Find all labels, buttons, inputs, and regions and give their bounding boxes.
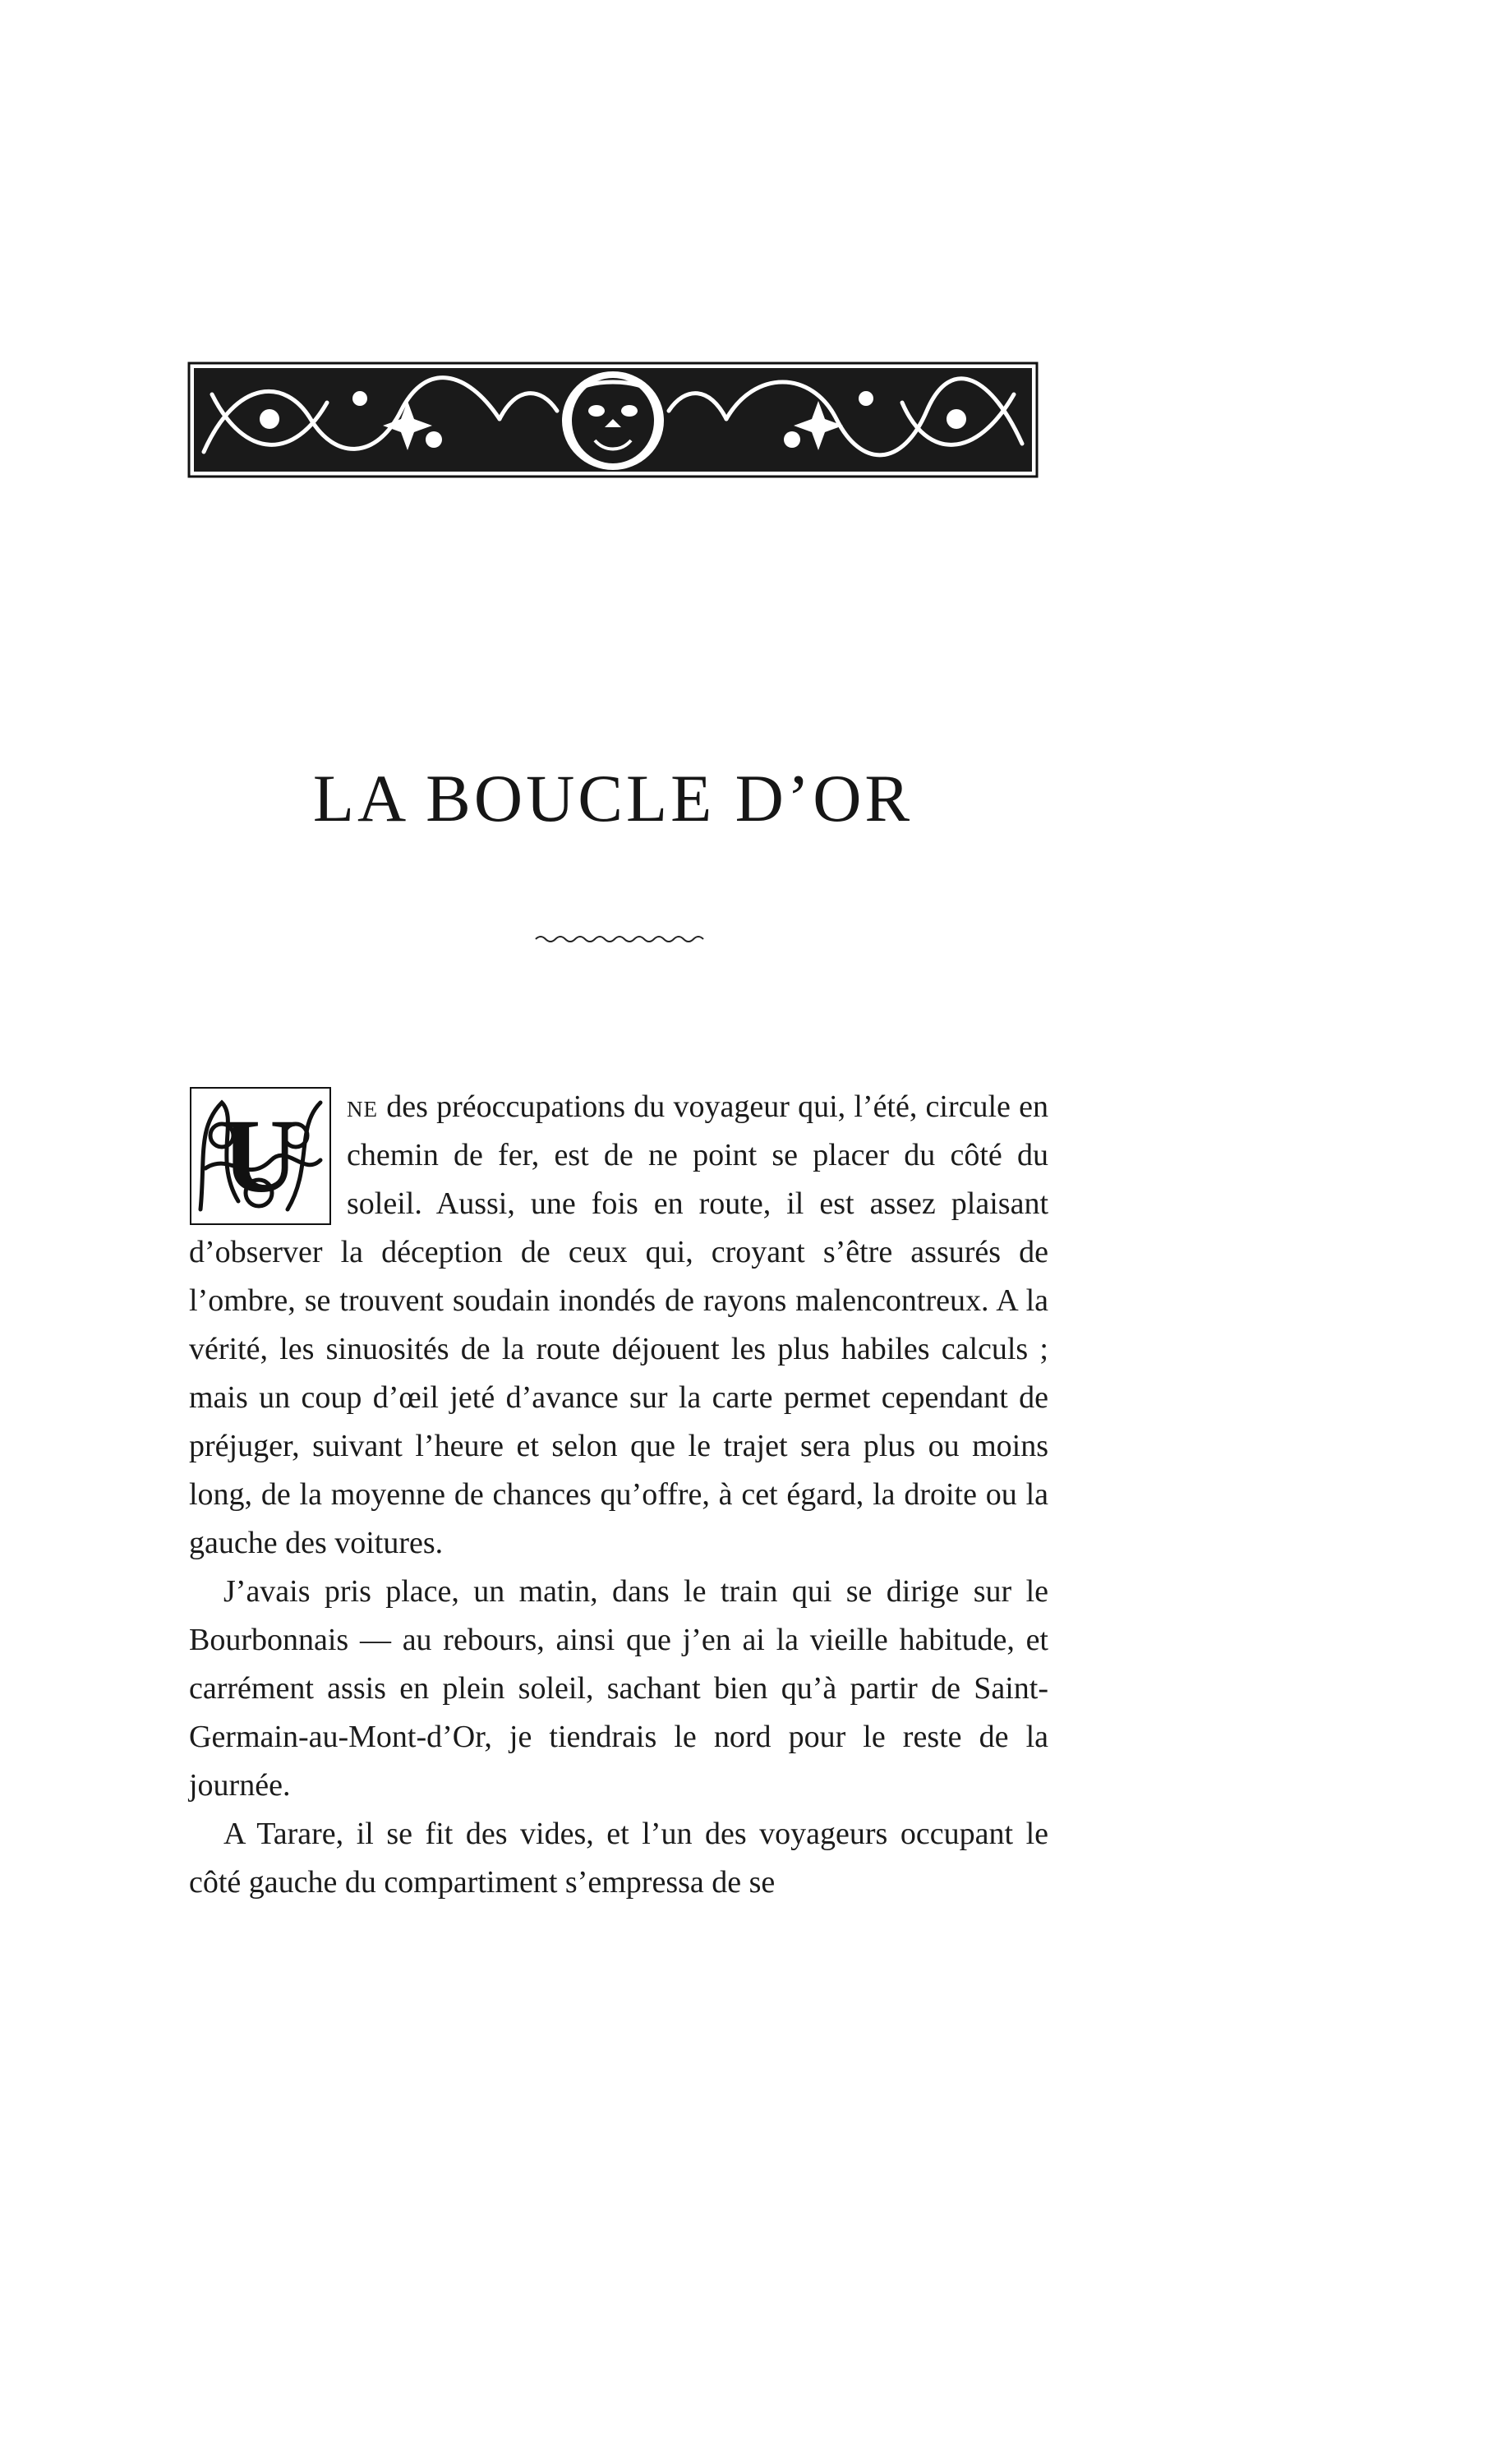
ornamental-headpiece [187,362,1039,478]
body-text [189,1083,1048,1907]
paragraph-1-text: des préoccupations du voyageur qui, l’été, circule en chemin de fer, est de ne point se placer du côté du soleil. Aussi, une fois en route, il est assez plaisant d’observer la déception de ceux qui, croyant s’être assurés de l’ombre, se trouvent soudain inondés de rayons malencontreux. A la vérité, les sinuosités de la route déjouent les plus habiles calculs ; mais un coup d’œil jeté d’avance sur la carte permet cependant de préjuger, suivant l’heure et selon que le trajet sera plus ou moins long, de la moyenne de chances qu’offre, à cet égard, la droite ou la gauche des voitures. [189,1089,1048,1560]
paragraph-1 [189,1083,1048,1568]
wavy-rule-icon [534,933,707,946]
paragraph-2: J’avais pris place, un matin, dans le train qui se dirige sur le Bourbonnais — au rebours, ainsi que j’en ai la vieille habitude, et carrément assis en plein soleil, sachant bien qu’à partir de Saint-Germain-au-Mont-d’Or, je tiendrais le nord pour le reste de la journée. [189,1574,1048,1803]
drop-cap-initial-icon [189,1086,332,1226]
drop-cap-letter: U [222,1098,299,1214]
title-rule [534,933,707,946]
paragraph-3: A Tarare, il se fit des vides, et l’un des voyageurs occupant le côté gauche du compartiment s’empressa de se [189,1817,1048,1900]
drop-cap [189,1086,332,1226]
headpiece-ornament-icon [187,362,1039,478]
opening-small-caps: ne [347,1089,378,1124]
chapter-title: LA BOUCLE D’OR [312,761,914,836]
